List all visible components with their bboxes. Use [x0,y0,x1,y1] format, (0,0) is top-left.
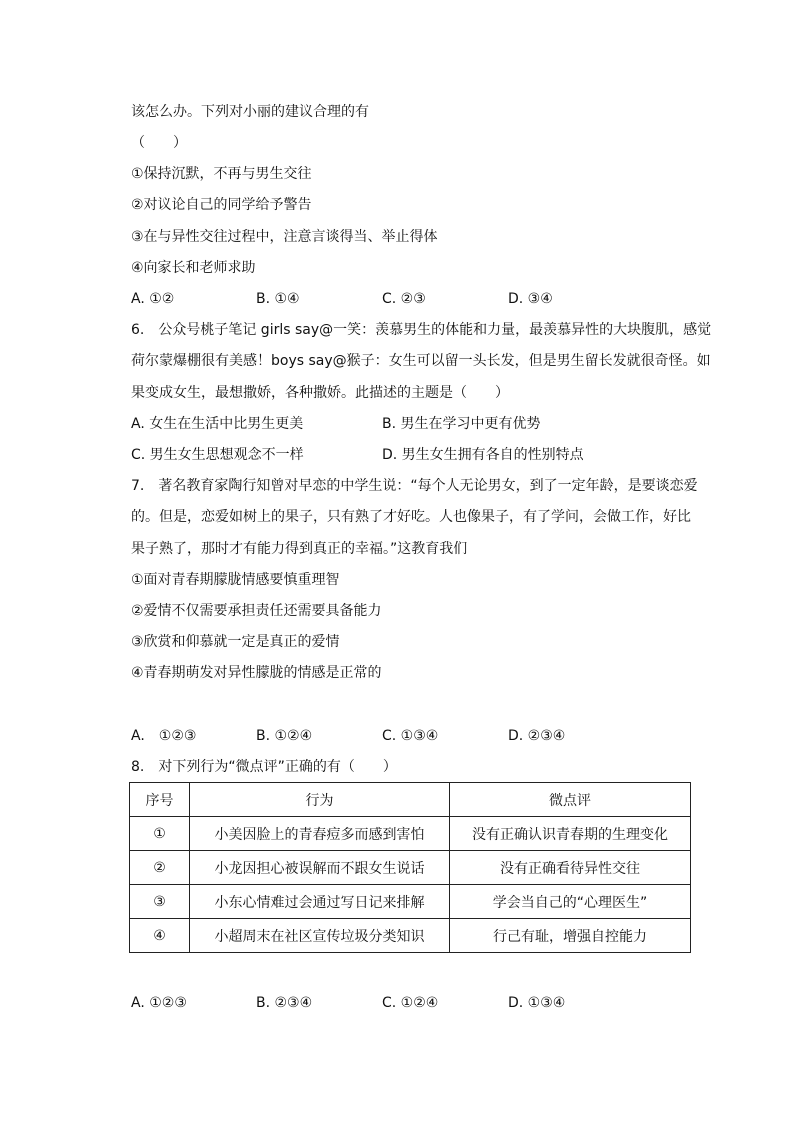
option-c[interactable]: C. ②③ [382,291,426,307]
statement-item: ①面对青春期朦胧情感要慎重理智 [131,572,340,588]
option-c[interactable]: C. ①③④ [382,728,439,744]
option-c[interactable]: C. ①②④ [382,995,439,1011]
table-cell: ② [130,851,190,885]
question-6-line: 荷尔蒙爆棚很有美感！boys say@猴子：女生可以留一头长发，但是男生留长发就很奇怪。如 [131,353,711,369]
table-row [130,851,691,885]
question-7-line: 的。但是，恋爱如树上的果子，只有熟了才好吃。人也像果子，有了学问，会做工作，好比 [131,509,691,525]
option-d[interactable]: D. ③④ [508,291,553,307]
answer-options [131,445,691,465]
table-cell: 小超周末在社区宣传垃圾分类知识 [190,919,450,953]
option-b[interactable]: B. 男生在学习中更有优势 [382,416,541,432]
table-header-row [130,783,691,817]
statement-item: ③在与异性交往过程中，注意言谈得当、举止得体 [131,229,438,245]
option-c[interactable]: C. 男生女生思想观念不一样 [131,447,304,463]
option-a[interactable]: A. ①②③ [131,995,187,1011]
answer-options [131,726,691,746]
column-header: 行为 [190,783,450,817]
table-cell: ① [130,817,190,851]
table-row [130,817,691,851]
question-7-line: 7. 著名教育家陶行知曾对早恋的中学生说：“每个人无论男女，到了一定年龄，是要谈恋爱 [131,478,698,494]
question-7-line: 果子熟了，那时才有能力得到真正的幸福。”这教育我们 [131,541,468,557]
table-cell: 没有正确认识青春期的生理变化 [450,817,691,851]
question-text: 该怎么办。下列对小丽的建议合理的有 [131,104,369,120]
table-cell: 小龙因担心被误解而不跟女生说话 [190,851,450,885]
answer-options [131,993,691,1013]
column-header: 微点评 [450,783,691,817]
option-d[interactable]: D. 男生女生拥有各自的性别特点 [382,447,584,463]
evaluation-table [129,782,691,953]
question-6-line: 果变成女生，最想撒娇，各种撒娇。此描述的主题是（ ） [131,385,509,401]
table-cell: ③ [130,885,190,919]
option-d[interactable]: D. ①③④ [508,995,566,1011]
option-b[interactable]: B. ②③④ [256,995,313,1011]
statement-item: ①保持沉默，不再与男生交往 [131,166,312,182]
statement-item: ②爱情不仅需要承担责任还需要具备能力 [131,603,382,619]
question-8-stem: 8. 对下列行为“微点评”正确的有（ ） [131,759,397,775]
statement-item: ③欣赏和仰慕就一定是真正的爱情 [131,634,340,650]
column-header: 序号 [130,783,190,817]
table-cell: ④ [130,919,190,953]
table-row [130,919,691,953]
option-a[interactable]: A. ①② [131,291,175,307]
table-cell: 行己有耻，增强自控能力 [450,919,691,953]
table-cell: 没有正确看待异性交往 [450,851,691,885]
option-b[interactable]: B. ①②④ [256,728,313,744]
table-cell: 小东心情难过会通过写日记来排解 [190,885,450,919]
statement-item: ④向家长和老师求助 [131,260,256,276]
option-d[interactable]: D. ②③④ [508,728,566,744]
answer-paren: （ ） [131,135,187,151]
table-cell: 学会当自己的“心理医生” [450,885,691,919]
answer-options [131,289,691,309]
question-6-line: 6. 公众号桃子笔记 girls say@一笑：羡慕男生的体能和力量，最羡慕异性的大块腹肌，感觉 [131,322,712,338]
option-a[interactable]: A. ①②③ [131,728,197,744]
statement-item: ④青春期萌发对异性朦胧的情感是正常的 [131,665,382,681]
option-a[interactable]: A. 女生在生活中比男生更美 [131,416,304,432]
table-row [130,885,691,919]
table-cell: 小美因脸上的青春痘多而感到害怕 [190,817,450,851]
answer-options [131,414,691,434]
statement-item: ②对议论自己的同学给予警告 [131,197,312,213]
option-b[interactable]: B. ①④ [256,291,300,307]
